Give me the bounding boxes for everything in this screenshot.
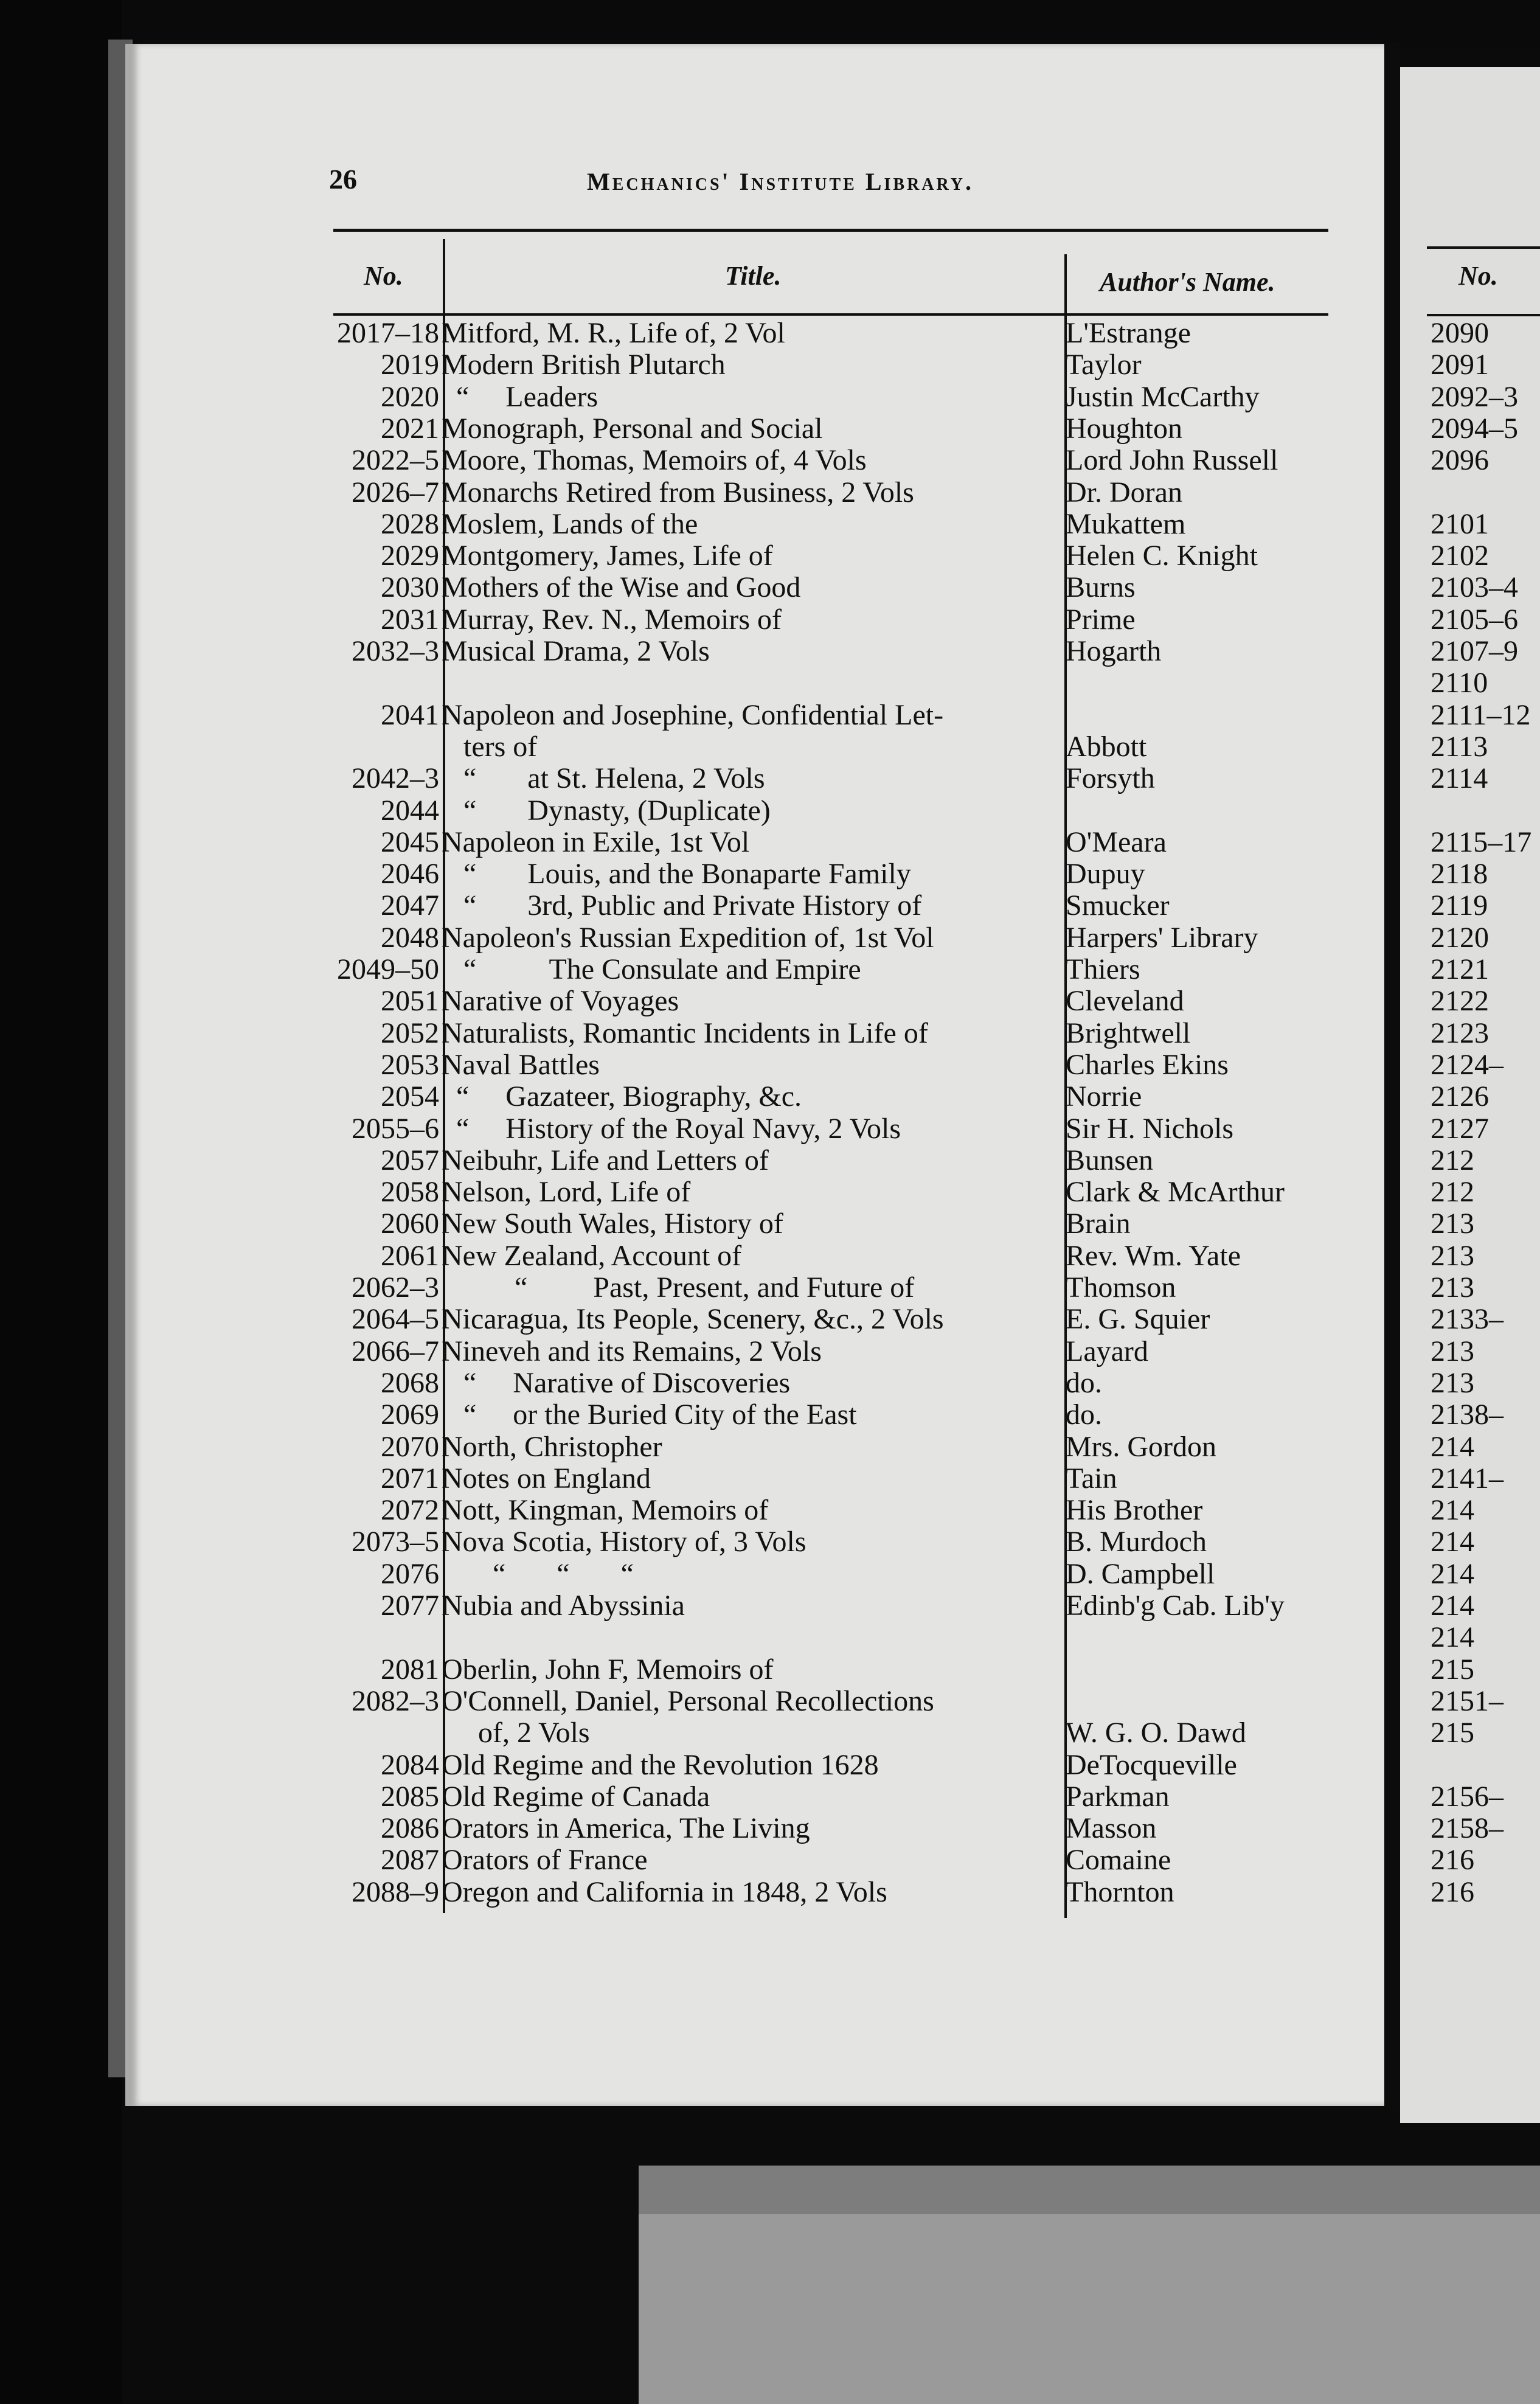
author-name: Hogarth [1066,635,1162,667]
right-page-number: 2127 [1431,1112,1489,1145]
catalog-number: 2085 [381,1780,439,1813]
right-page-number: 214 [1431,1494,1474,1527]
right-page-number: 2096 [1431,444,1489,477]
catalog-number: 2049–50 [337,953,439,985]
catalog-number: 2068 [381,1366,439,1399]
book-title: Oberlin, John F, Memoirs of [442,1653,774,1686]
book-title: “ or the Buried City of the East [442,1399,857,1431]
book-title: Nineveh and its Remains, 2 Vols [442,1335,822,1367]
author-name: Justin McCarthy [1066,380,1260,413]
right-page-number: 2111–12 [1431,698,1531,731]
catalog-number: 2029 [381,540,439,572]
author-name: L'Estrange [1066,317,1191,349]
right-page-number: 2092–3 [1431,380,1518,413]
author-name: Bunsen [1066,1144,1153,1176]
author-name: Lord John Russell [1066,444,1278,477]
author-name: D. Campbell [1066,1557,1215,1590]
right-page-number [1431,1749,1540,1781]
catalog-number: 2076 [381,1557,439,1590]
table-row [0,318,1399,349]
author-name: Clark & McArthur [1066,1176,1285,1209]
author-name: Harpers' Library [1066,921,1258,954]
author-name: His Brother [1066,1494,1203,1527]
right-page-number: 2138– [1431,1398,1504,1431]
right-page-number: 214 [1431,1526,1474,1558]
right-page-number: 2141– [1431,1462,1504,1495]
book-title: Mothers of the Wise and Good [442,572,801,604]
right-page-number: 2103–4 [1431,571,1518,604]
table-row [0,1399,1399,1431]
header-bottom-rule [333,313,1328,316]
author-name: O'Meara [1066,825,1167,858]
right-page-number: 2105–6 [1431,603,1518,636]
author-name: Rev. Wm. Yate [1066,1239,1241,1272]
catalog-number: 2073–5 [352,1526,439,1558]
table-row [0,1018,1399,1049]
author-name: Comaine [1066,1844,1171,1877]
book-title: Musical Drama, 2 Vols [442,636,710,667]
author-name: Burns [1066,571,1136,604]
table-row [0,1654,1399,1686]
catalog-number: 2055–6 [352,1112,439,1145]
header-no: No. [364,261,403,291]
table-row [0,1717,1399,1749]
table-row [0,1431,1399,1463]
table-row [0,381,1399,413]
author-name: B. Murdoch [1066,1526,1207,1558]
author-name: Masson [1066,1812,1157,1845]
table-row [0,540,1399,572]
catalog-number: 2062–3 [352,1271,439,1304]
author-name: Houghton [1066,412,1182,445]
table-row [0,1877,1399,1908]
author-name: Tain [1066,1462,1117,1495]
right-page-number: 2114 [1431,762,1488,795]
book-title: Nott, Kingman, Memoirs of [442,1495,769,1527]
book-title: Orators of France [442,1844,648,1877]
catalog-number: 2057 [381,1144,439,1176]
author-name: Helen C. Knight [1066,540,1258,572]
catalog-number: 2048 [381,921,439,954]
book-title: North, Christopher [442,1431,662,1463]
book-title: Old Regime and the Revolution 1628 [442,1749,879,1781]
book-title: “ Narative of Discoveries [442,1367,791,1399]
table-row [0,509,1399,540]
catalog-number: 2041 [381,698,439,731]
scan-top-border [0,0,1540,49]
author-name: Mrs. Gordon [1066,1430,1216,1463]
author-name: Forsyth [1066,762,1155,795]
catalog-number: 2046 [381,858,439,891]
table-row [0,1176,1399,1208]
table-row [0,731,1399,763]
right-page-number: 2122 [1431,985,1489,1018]
book-title: Napoleon and Josephine, Confidential Let- [442,699,944,731]
author-name: do. [1066,1366,1102,1399]
right-page-number: 2107–9 [1431,635,1518,667]
author-name: Taylor [1066,349,1142,381]
book-title: “ 3rd, Public and Private History of [442,890,922,922]
right-page-number: 213 [1431,1335,1474,1367]
right-page-number: 2123 [1431,1016,1489,1049]
right-page-number: 2094–5 [1431,412,1518,445]
table-row [0,1304,1399,1335]
author-name: Dupuy [1066,858,1145,891]
table-row [0,1336,1399,1367]
catalog-number: 2054 [381,1080,439,1113]
table-row [0,795,1399,827]
catalog-number: 2022–5 [352,444,439,477]
author-name: Prime [1066,603,1136,636]
table-row [0,1049,1399,1081]
table-row [0,413,1399,445]
right-page-number: 212 [1431,1144,1474,1176]
catalog-number: 2019 [381,349,439,381]
author-name: Brain [1066,1207,1131,1240]
table-row [0,890,1399,922]
right-page-number [1431,795,1540,827]
right-page-number: 214 [1431,1557,1474,1590]
table-row [0,1081,1399,1113]
author-name: Cleveland [1066,985,1184,1018]
right-page-number: 2158– [1431,1812,1504,1845]
right-page-number: 214 [1431,1621,1474,1654]
book-title: “ Louis, and the Bonaparte Family [442,858,911,891]
book-title: “ Gazateer, Biography, &c. [442,1081,802,1113]
catalog-number: 2088–9 [352,1875,439,1908]
book-title: Montgomery, James, Life of [442,540,773,572]
table-row [0,827,1399,858]
book-title: Nova Scotia, History of, 3 Vols [442,1526,806,1558]
book-title: Nelson, Lord, Life of [442,1176,691,1209]
book-title: Mitford, M. R., Life of, 2 Vol [442,318,785,349]
book-title: Neibuhr, Life and Letters of [442,1144,769,1176]
right-page-header-no: No. [1458,261,1498,291]
book-title: Modern British Plutarch [442,349,726,381]
book-title: “ at St. Helena, 2 Vols [442,763,765,795]
header-author: Author's Name. [1100,267,1275,297]
catalog-number: 2064–5 [352,1303,439,1336]
table-row [0,1463,1399,1495]
right-page-number: 2119 [1431,889,1488,922]
book-title: Naval Battles [442,1049,600,1081]
catalog-number: 2028 [381,507,439,540]
table-row [0,1622,1399,1653]
catalog-number: 2031 [381,603,439,636]
right-page-top-rule [1427,246,1540,249]
catalog-number: 2060 [381,1207,439,1240]
right-page-number: 213 [1431,1271,1474,1304]
author-name: Smucker [1066,889,1170,922]
book-title: Napoleon in Exile, 1st Vol [442,826,750,858]
catalog-number: 2042–3 [352,762,439,795]
table-top-rule [333,229,1328,232]
book-title: Oregon and California in 1848, 2 Vols [442,1876,887,1908]
table-row [0,1749,1399,1781]
author-name: Parkman [1066,1780,1170,1813]
catalog-number: 2061 [381,1239,439,1272]
table-row [0,445,1399,476]
catalog-number: 2020 [381,380,439,413]
right-page-number [1431,477,1540,509]
catalog-number: 2032–3 [352,635,439,667]
right-page-number: 212 [1431,1176,1474,1209]
catalog-number: 2021 [381,412,439,445]
table-row [0,700,1399,731]
catalog-number: 2081 [381,1653,439,1686]
table-row [0,636,1399,667]
right-page-number: 215 [1431,1653,1474,1686]
table-row [0,1686,1399,1717]
catalog-number: 2047 [381,889,439,922]
table-row [0,1367,1399,1399]
right-page-number: 215 [1431,1717,1474,1749]
table-row [0,1113,1399,1145]
table-row [0,667,1399,699]
catalog-number: 2077 [381,1589,439,1622]
table-row [0,1813,1399,1844]
table-row [0,1590,1399,1622]
author-name: do. [1066,1398,1102,1431]
catalog-number: 2058 [381,1176,439,1209]
catalog-number: 2053 [381,1048,439,1081]
author-name: Thomson [1066,1271,1176,1304]
author-name: Edinb'g Cab. Lib'y [1066,1589,1285,1622]
right-page-number: 2113 [1431,730,1488,763]
right-page-number: 2156– [1431,1780,1504,1813]
page-number: 26 [329,164,357,195]
book-title: Notes on England [442,1462,651,1495]
catalog-number: 2066–7 [352,1335,439,1367]
right-page-number: 2133– [1431,1303,1504,1336]
running-head: Mechanics' Institute Library. [587,168,974,195]
author-name: Sir H. Nichols [1066,1112,1233,1145]
right-page-number: 2110 [1431,667,1488,700]
book-title: New South Wales, History of [442,1208,783,1240]
author-name: Abbott [1066,730,1147,763]
table-row [0,985,1399,1017]
table-row [0,1495,1399,1526]
table-row [0,1526,1399,1558]
catalog-number: 2045 [381,825,439,858]
right-page-number: 214 [1431,1430,1474,1463]
table-row [0,477,1399,509]
book-title: “ History of the Royal Navy, 2 Vols [442,1113,901,1145]
author-name: Layard [1066,1335,1148,1367]
catalog-number: 2086 [381,1812,439,1845]
header-title: Title. [725,261,782,291]
right-page-number: 216 [1431,1844,1474,1877]
table-row [0,858,1399,890]
author-name: DeTocqueville [1066,1748,1237,1781]
catalog-number: 2069 [381,1398,439,1431]
book-title: Nubia and Abyssinia [442,1590,685,1622]
book-title: New Zealand, Account of [442,1240,742,1272]
right-page-number: 2124– [1431,1048,1504,1081]
right-page-number: 2126 [1431,1080,1489,1113]
book-title: “ “ “ [442,1558,634,1590]
right-page-number: 2102 [1431,540,1489,572]
book-title: “ Dynasty, (Duplicate) [442,794,771,827]
right-page-number: 2115–17 [1431,825,1532,858]
catalog-number: 2072 [381,1494,439,1527]
book-title: Naturalists, Romantic Incidents in Life of [442,1017,928,1049]
book-cover-strip [639,2166,1540,2404]
table-row [0,1208,1399,1240]
table-row [0,922,1399,954]
right-page-number: 2090 [1431,317,1489,349]
right-page-number: 2091 [1431,349,1489,381]
table-row [0,572,1399,603]
right-page-number: 2118 [1431,858,1488,891]
right-page-number: 2120 [1431,921,1489,954]
table-row [0,1272,1399,1304]
book-title: “ Leaders [442,381,598,413]
book-title: ters of [442,731,538,763]
catalog-number: 2084 [381,1748,439,1781]
catalog-number: 2071 [381,1462,439,1495]
catalog-number: 2052 [381,1016,439,1049]
table-row [0,1145,1399,1176]
table-row [0,954,1399,985]
book-title: Nicaragua, Its People, Scenery, &c., 2 Vols [442,1304,944,1336]
catalog-number: 2070 [381,1430,439,1463]
author-name: Norrie [1066,1080,1142,1113]
book-title: Monograph, Personal and Social [442,412,823,445]
author-name: Dr. Doran [1066,476,1182,509]
right-page-number: 2151– [1431,1684,1504,1717]
table-row [0,604,1399,636]
right-page-number: 213 [1431,1366,1474,1399]
book-title: O'Connell, Daniel, Personal Recollections [442,1685,934,1717]
book-title: Moslem, Lands of the [442,508,698,540]
catalog-number: 2051 [381,985,439,1018]
right-page-number: 214 [1431,1589,1474,1622]
author-name: Mukattem [1066,507,1186,540]
right-page-number: 213 [1431,1239,1474,1272]
table-row [0,349,1399,381]
book-title: “ Past, Present, and Future of [442,1272,915,1304]
author-name: Brightwell [1066,1016,1191,1049]
author-name: E. G. Squier [1066,1303,1210,1336]
author-name: W. G. O. Dawd [1066,1717,1246,1749]
book-title: Narative of Voyages [442,985,679,1018]
author-name: Thiers [1066,953,1140,985]
table-row [0,1558,1399,1590]
catalog-number: 2017–18 [337,317,439,349]
table-row [0,1240,1399,1272]
book-title: Monarchs Retired from Business, 2 Vols [442,476,914,509]
catalog-number: 2044 [381,794,439,827]
book-title: “ The Consulate and Empire [442,954,861,985]
book-title: Moore, Thomas, Memoirs of, 4 Vols [442,445,867,477]
author-name: Charles Ekins [1066,1048,1229,1081]
table-row [0,1844,1399,1876]
book-title: Orators in America, The Living [442,1813,810,1845]
table-row [0,1781,1399,1813]
book-title: Napoleon's Russian Expedition of, 1st Vol [442,922,934,954]
right-page-number: 216 [1431,1875,1474,1908]
book-title: of, 2 Vols [442,1717,590,1749]
right-page-number: 213 [1431,1207,1474,1240]
right-page-number: 2101 [1431,507,1489,540]
catalog-number: 2026–7 [352,476,439,509]
catalog-number: 2087 [381,1844,439,1877]
right-page-header-rule [1427,314,1540,316]
book-title: Old Regime of Canada [442,1780,710,1813]
catalog-number: 2030 [381,571,439,604]
book-title: Murray, Rev. N., Memoirs of [442,603,782,636]
right-page-number: 2121 [1431,953,1489,985]
table-row [0,763,1399,794]
author-name: Thornton [1066,1875,1174,1908]
catalog-number: 2082–3 [352,1684,439,1717]
